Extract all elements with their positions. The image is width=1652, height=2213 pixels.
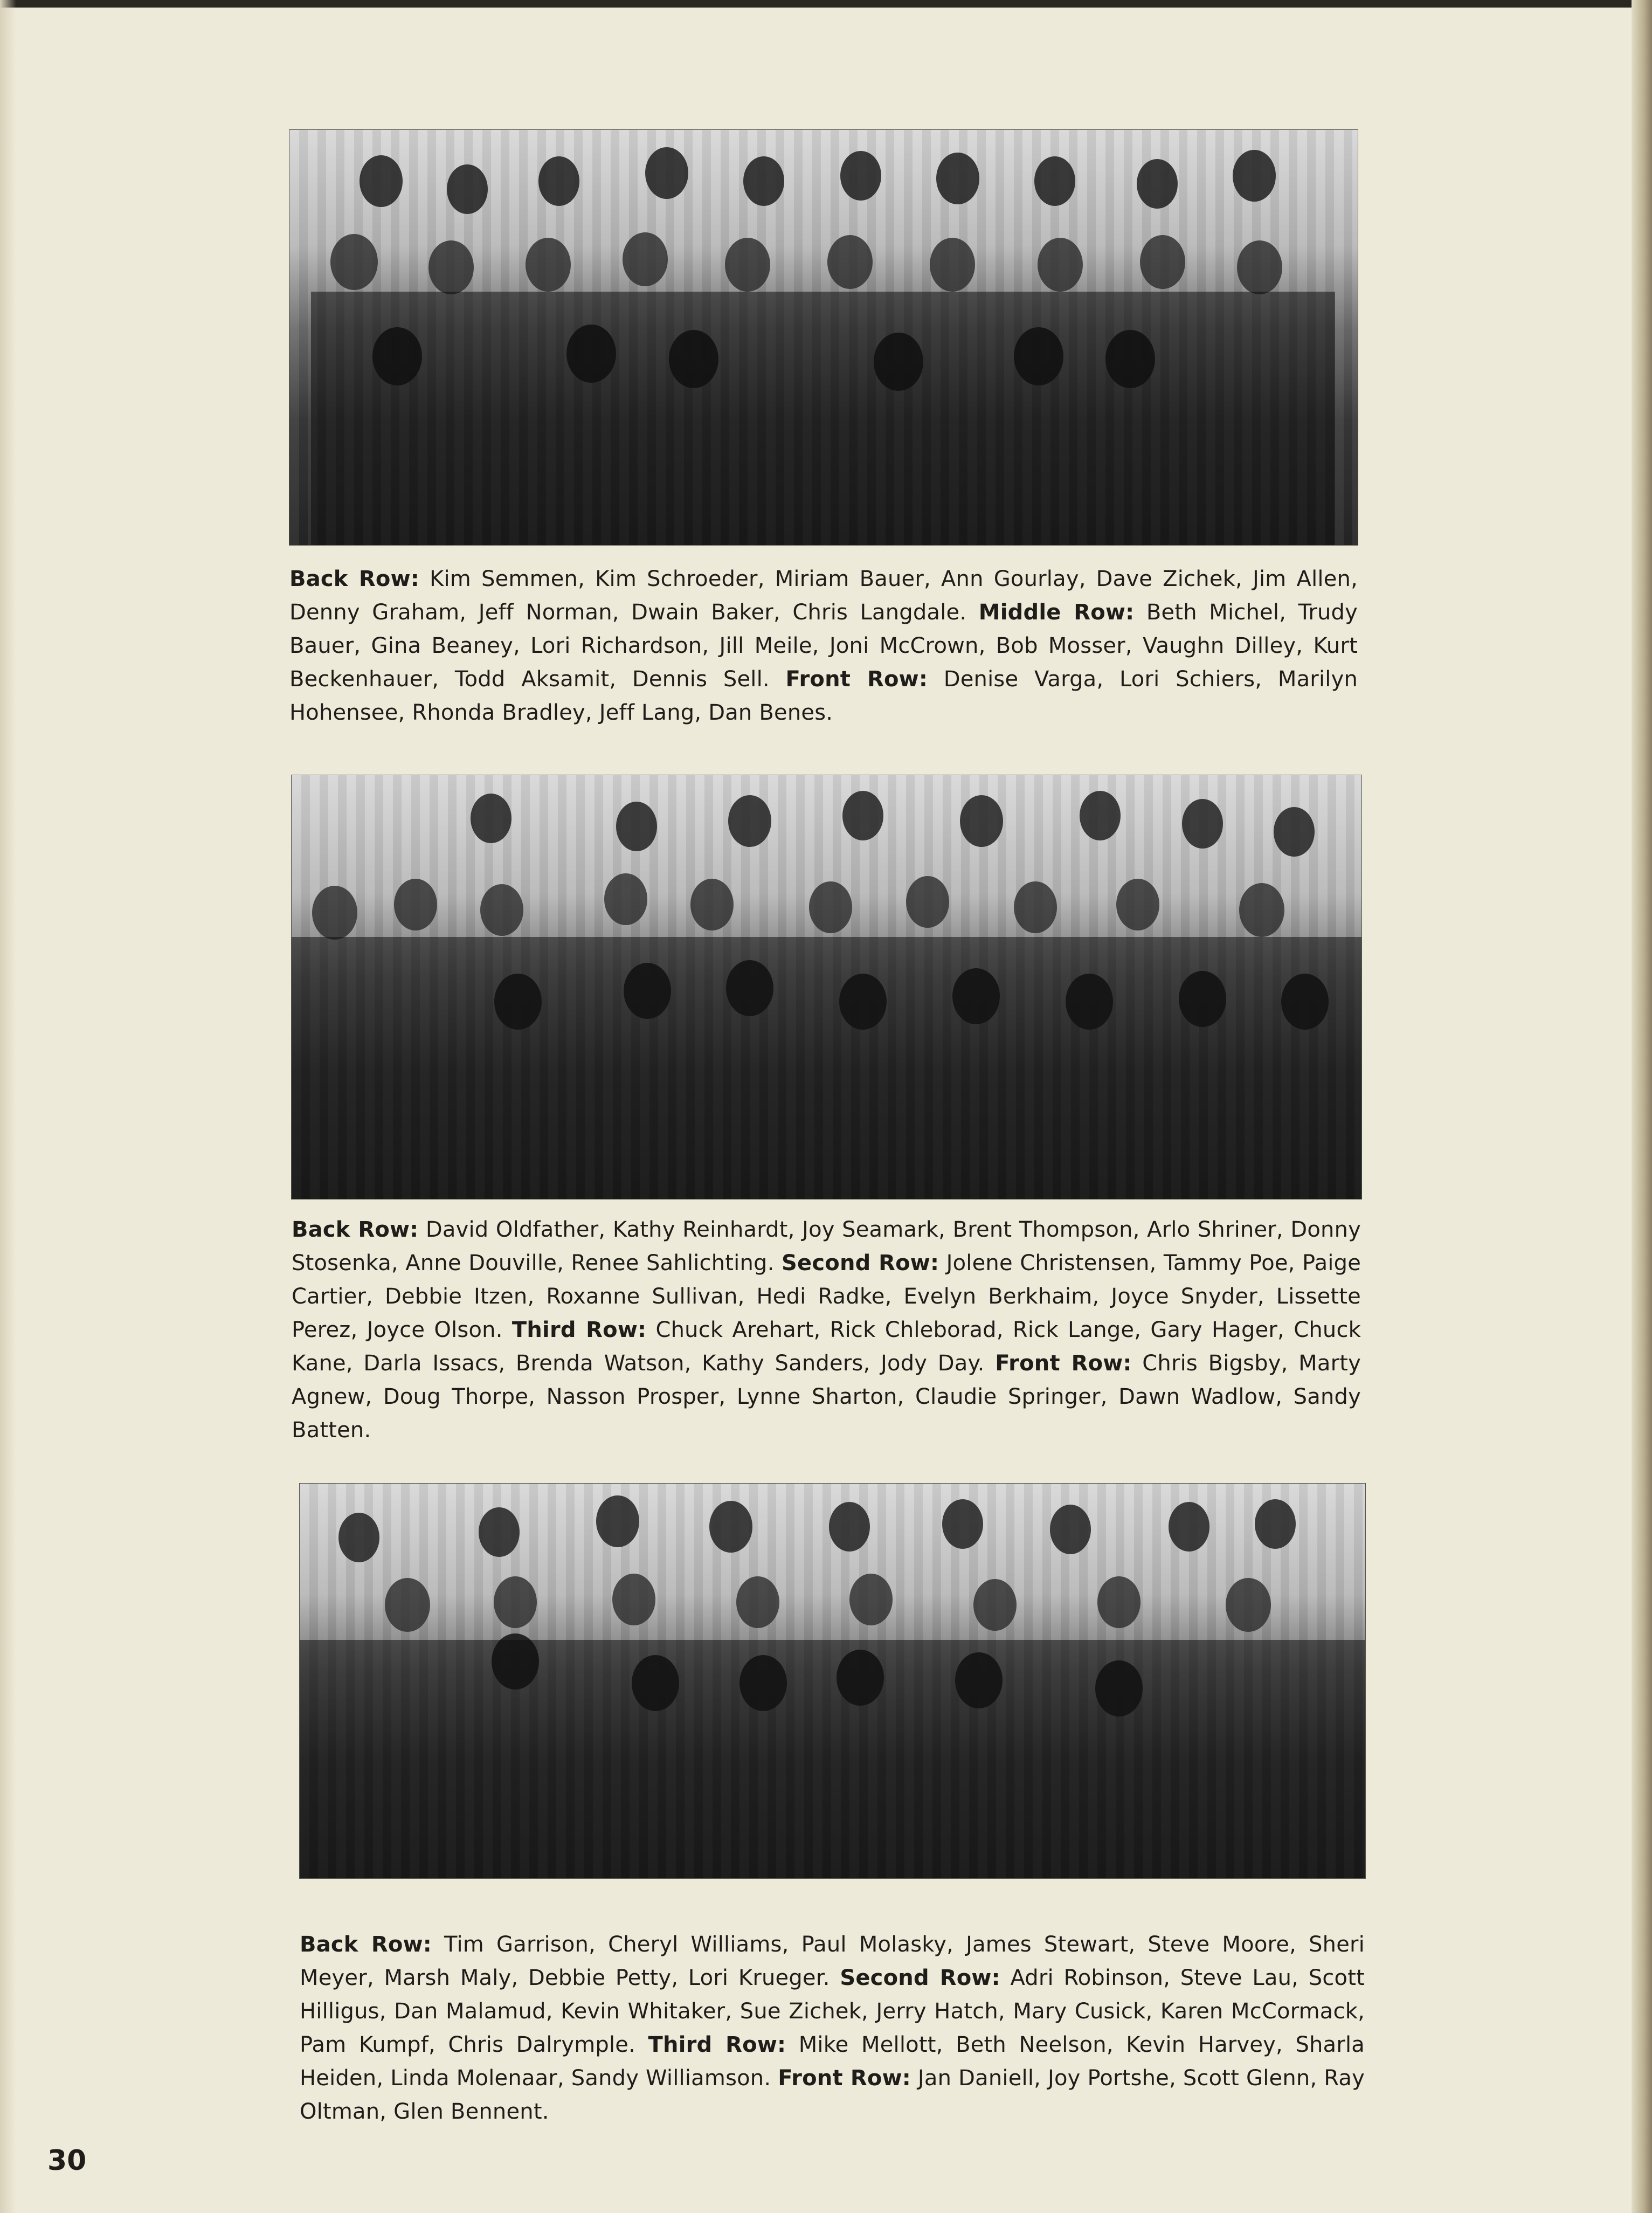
- caption-2-label-front: Front Row:: [995, 1351, 1132, 1376]
- caption-3-label-front: Front Row:: [778, 2066, 911, 2091]
- caption-3-names-front: Jan Daniell, Joy Portshe, Scott Glenn, Ray Oltman, Glen Bennent.: [300, 2066, 1365, 2124]
- class-photo-1-figures: [289, 130, 1358, 545]
- class-photo-3: [299, 1483, 1366, 1879]
- page-number: 30: [47, 2145, 87, 2177]
- page-top-edge: [0, 0, 1652, 8]
- caption-3-label-second: Second Row:: [840, 1966, 1000, 1990]
- caption-2-names-back: David Oldfather, Kathy Reinhardt, Joy Seamark, Brent Thompson, Arlo Shriner, Donny Stosenka, Anne Douville, Renee Sahlichting.: [292, 1217, 1361, 1276]
- caption-1-names-front: Denise Varga, Lori Schiers, Marilyn Hohensee, Rhonda Bradley, Jeff Lang, Dan Benes.: [289, 667, 1358, 725]
- photo-2-caption: [292, 1213, 1361, 1447]
- caption-3-label-back: Back Row:: [300, 1932, 432, 1957]
- caption-3-names-back: Tim Garrison, Cheryl Williams, Paul Molasky, James Stewart, Steve Moore, Sheri Meyer, Marsh Maly, Debbie Petty, Lori Krueger.: [300, 1932, 1365, 1990]
- class-photo-2-figures: [292, 775, 1361, 1199]
- caption-1-label-front: Front Row:: [785, 667, 928, 692]
- caption-3-label-third: Third Row:: [648, 2032, 786, 2057]
- caption-2-label-back: Back Row:: [292, 1217, 419, 1242]
- caption-1-names-middle: Beth Michel, Trudy Bauer, Gina Beaney, Lori Richardson, Jill Meile, Joni McCrown, Bob Mosser, Vaughn Dilley, Kurt Beckenhauer, Todd Aksamit, Dennis Sell.: [289, 600, 1358, 692]
- caption-1-label-middle: Middle Row:: [978, 600, 1135, 625]
- class-photo-1: [289, 129, 1358, 546]
- caption-2-names-front: Chris Bigsby, Marty Agnew, Doug Thorpe, Nasson Prosper, Lynne Sharton, Claudie Springer, Dawn Wadlow, Sandy Batten.: [292, 1351, 1361, 1443]
- caption-3-names-second: Adri Robinson, Steve Lau, Scott Hilligus, Dan Malamud, Kevin Whitaker, Sue Zichek, Jerry Hatch, Mary Cusick, Karen McCormack, Pam Kumpf, Chris Dalrymple.: [300, 1966, 1365, 2057]
- page-right-edge: [1632, 0, 1652, 2213]
- caption-2-label-third: Third Row:: [512, 1318, 647, 1342]
- caption-1-names-back: Kim Semmen, Kim Schroeder, Miriam Bauer, Ann Gourlay, Dave Zichek, Jim Allen, Denny Graham, Jeff Norman, Dwain Baker, Chris Langdale.: [289, 567, 1358, 625]
- class-photo-2: [291, 775, 1362, 1199]
- caption-1-label-back: Back Row:: [289, 567, 419, 591]
- photo-3-caption: [300, 1928, 1365, 2128]
- caption-3-names-third: Mike Mellott, Beth Neelson, Kevin Harvey, Sharla Heiden, Linda Molenaar, Sandy Williamson.: [300, 2032, 1365, 2091]
- caption-2-names-third: Chuck Arehart, Rick Chleborad, Rick Lange, Gary Hager, Chuck Kane, Darla Issacs, Brenda Watson, Kathy Sanders, Jody Day.: [292, 1318, 1361, 1376]
- page-gutter-shadow: [0, 0, 16, 2213]
- caption-2-label-second: Second Row:: [782, 1251, 939, 1276]
- photo-1-caption: [289, 562, 1358, 729]
- caption-2-names-second: Jolene Christensen, Tammy Poe, Paige Cartier, Debbie Itzen, Roxanne Sullivan, Hedi Radke, Evelyn Berkhaim, Joyce Snyder, Lissette Perez, Joyce Olson.: [292, 1251, 1361, 1342]
- class-photo-3-figures: [300, 1484, 1365, 1878]
